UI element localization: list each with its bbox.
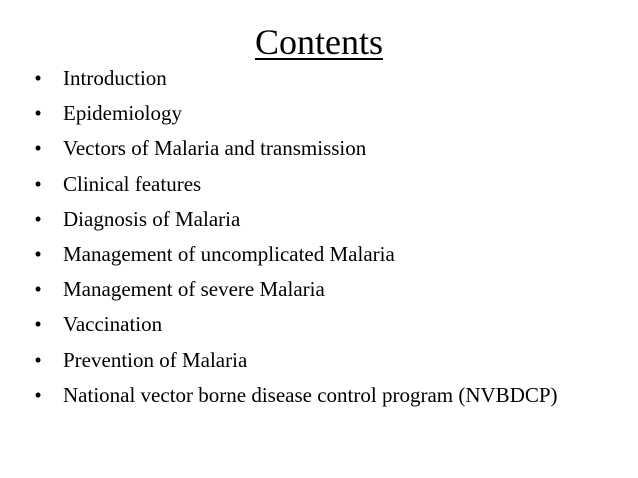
list-item-text: Epidemiology — [63, 101, 182, 126]
bullet-icon: • — [34, 206, 42, 231]
bullet-icon: • — [34, 171, 42, 196]
list-item — [30, 134, 620, 163]
bullet-icon: • — [34, 277, 42, 302]
bullet-icon: • — [34, 66, 42, 90]
bullet-icon: • — [34, 347, 42, 372]
list-item — [30, 205, 620, 234]
slide-title — [0, 20, 638, 64]
list-item-text: Prevention of Malaria — [63, 347, 248, 372]
bullet-icon: • — [34, 241, 42, 266]
list-item — [30, 240, 620, 269]
contents-list — [30, 64, 620, 416]
list-item-text: Clinical features — [63, 171, 202, 196]
list-item-text: Introduction — [63, 66, 167, 90]
list-item — [30, 275, 620, 304]
list-item — [30, 99, 620, 128]
bullet-icon: • — [34, 136, 42, 161]
list-item — [30, 310, 620, 339]
list-item-text: Vaccination — [63, 312, 163, 337]
list-item — [30, 64, 620, 93]
bullet-icon: • — [34, 312, 42, 337]
list-item-text: Diagnosis of Malaria — [63, 206, 241, 231]
list-item-text: Vectors of Malaria and transmission — [63, 136, 367, 161]
bullet-icon: • — [34, 101, 42, 126]
list-item — [30, 346, 620, 375]
list-item — [30, 170, 620, 199]
list-item — [30, 381, 620, 410]
slide-title-text: Contents — [254, 22, 383, 62]
list-item-text: Management of uncomplicated Malaria — [63, 241, 395, 266]
bullet-icon: • — [34, 382, 42, 407]
list-item-text: Management of severe Malaria — [63, 277, 325, 302]
list-item-text: National vector borne disease control program (NVBDCP) — [63, 382, 558, 407]
